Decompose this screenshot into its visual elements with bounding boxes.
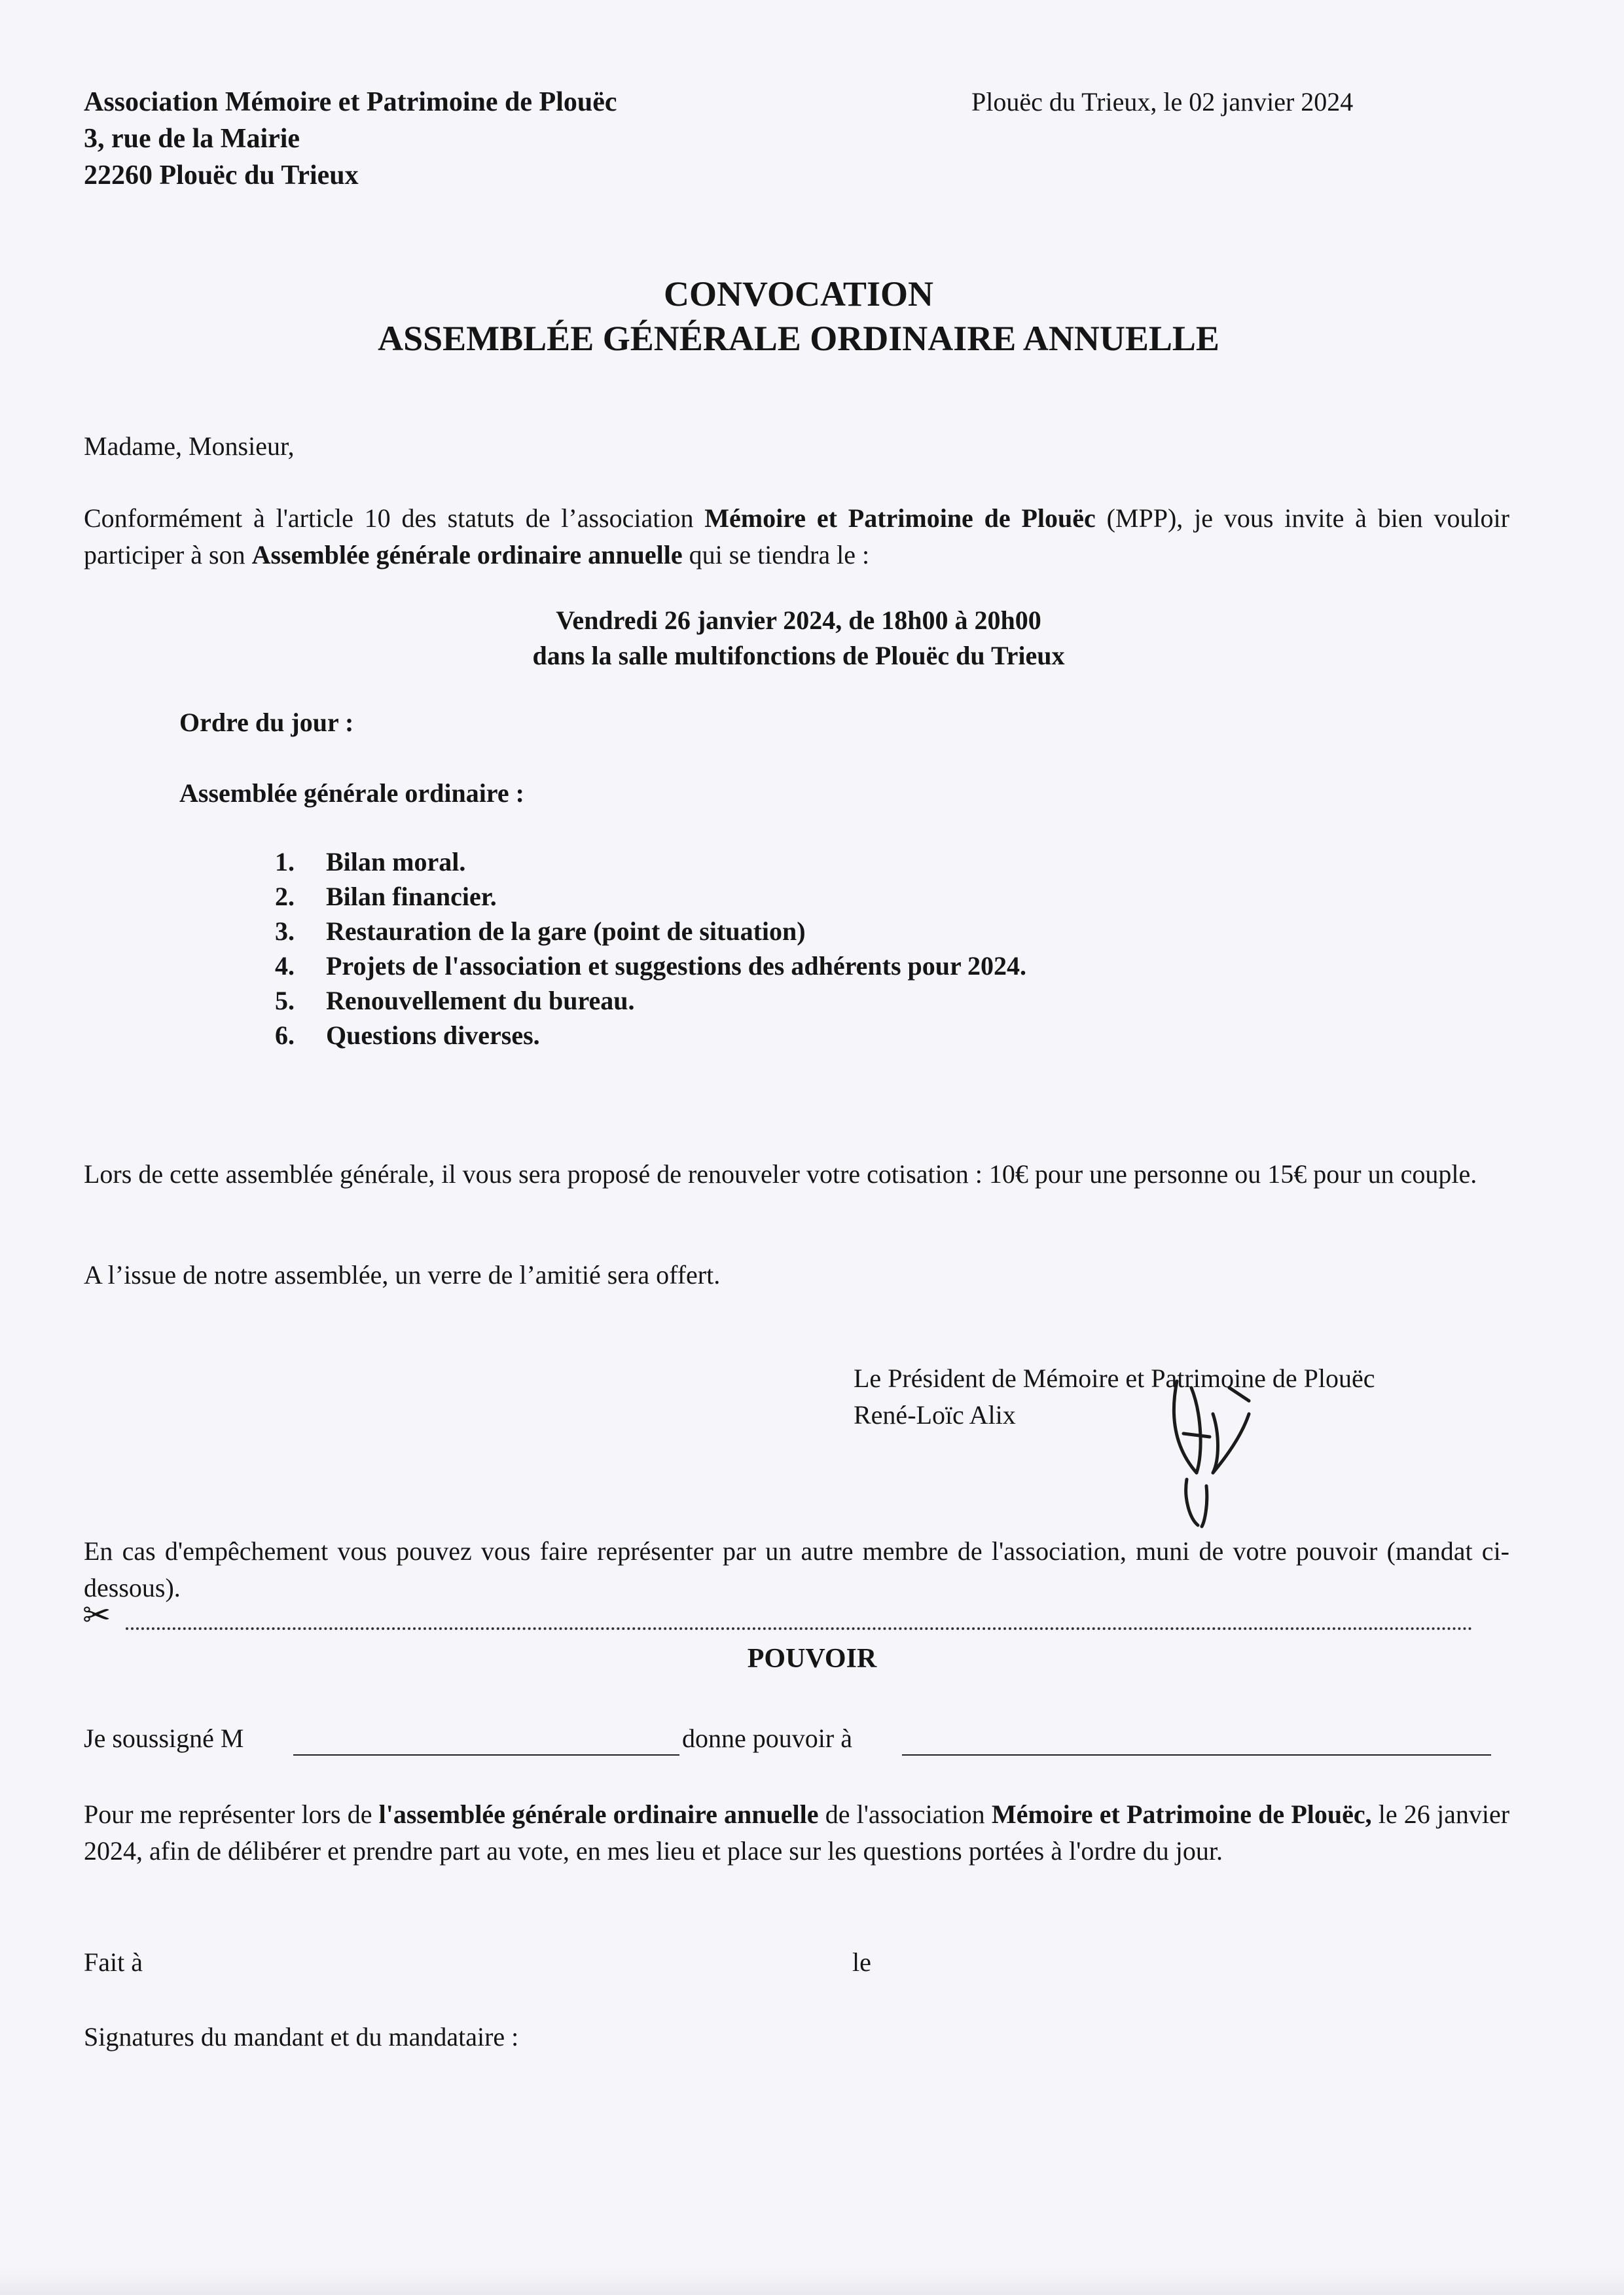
agenda-item — [262, 844, 1026, 879]
scissors-icon: ✂ — [82, 1596, 111, 1635]
sender-address-line2: 22260 Plouëc du Trieux — [84, 160, 359, 190]
agenda-item — [262, 914, 1026, 949]
place-date: Plouëc du Trieux, le 02 janvier 2024 — [971, 87, 1354, 117]
signatory-title: Le Président de Mémoire et Patrimoine de Plouëc — [854, 1364, 1375, 1393]
soussigne-name-field[interactable] — [293, 1754, 679, 1756]
meeting-location: dans la salle multifonctions de Plouëc du Trieux — [532, 641, 1065, 670]
agenda-item-text: Renouvellement du bureau. — [326, 986, 635, 1015]
agenda-item-number: 5. — [275, 986, 295, 1015]
agenda-item — [262, 949, 1026, 983]
signatures-label: Signatures du mandant et du mandataire : — [84, 2022, 519, 2051]
document-subtitle: ASSEMBLÉE GÉNÉRALE ORDINAIRE ANNUELLE — [378, 319, 1219, 358]
agenda-item-text: Restauration de la gare (point de situation) — [326, 916, 806, 946]
pouvoir-body-text-2: de l'association — [818, 1799, 992, 1829]
pouvoir-body — [84, 1796, 1509, 1870]
intro-text-2: (MPP), je vous invite à bien vouloir participer à son — [84, 503, 1509, 569]
sender-block — [84, 84, 617, 194]
closing-paragraph: A l’issue de notre assemblée, un verre de l’amitié sera offert. — [84, 1260, 721, 1290]
sender-name: Association Mémoire et Patrimoine de Plouëc — [84, 87, 617, 117]
intro-paragraph — [84, 500, 1509, 573]
agenda-item-text: Bilan moral. — [326, 847, 466, 876]
meeting-date: Vendredi 26 janvier 2024, de 18h00 à 20h00 — [556, 605, 1041, 635]
scan-edge — [0, 2270, 1624, 2295]
agenda-item-number: 6. — [275, 1021, 295, 1050]
agenda-subheading: Assemblée générale ordinaire : — [179, 778, 524, 808]
agenda-item-text: Projets de l'association et suggestions des adhérents pour 2024. — [326, 951, 1027, 981]
agenda-item-text: Bilan financier. — [326, 882, 497, 911]
agenda-item-number: 3. — [275, 916, 295, 946]
agenda-item-number: 1. — [275, 847, 295, 876]
intro-text-3: qui se tiendra le : — [682, 540, 870, 569]
agenda-item-number: 4. — [275, 951, 295, 981]
agenda-item-text: Questions diverses. — [326, 1021, 540, 1050]
president-signature — [1157, 1375, 1262, 1532]
agenda-list — [262, 844, 1026, 1053]
fait-a-label: Fait à — [84, 1947, 143, 1977]
intro-association-name: Mémoire et Patrimoine de Plouëc — [704, 503, 1096, 533]
agenda-item — [262, 879, 1026, 914]
pouvoir-association-name: Mémoire et Patrimoine de Plouëc, — [991, 1799, 1372, 1829]
proxy-notice: En cas d'empêchement vous pouvez vous faire représenter par un autre membre de l'association, muni de votre pouvoir (mandat ci-dessous). — [84, 1536, 1509, 1602]
mandataire-name-field[interactable] — [902, 1754, 1491, 1756]
pouvoir-body-text-3: le 26 janvier 2024, afin de délibérer et prendre part au vote, en mes lieu et place sur les questions portées à l'ordre du jour. — [84, 1799, 1510, 1866]
pouvoir-meeting-name: l'assemblée générale ordinaire annuelle — [378, 1799, 819, 1829]
intro-meeting-name: Assemblée générale ordinaire annuelle — [251, 540, 683, 569]
soussigne-label: Je soussigné M — [84, 1724, 244, 1753]
pouvoir-title: POUVOIR — [747, 1644, 877, 1674]
agenda-heading: Ordre du jour : — [179, 708, 354, 737]
donne-pouvoir-label: donne pouvoir à — [682, 1724, 852, 1753]
agenda-item-number: 2. — [275, 882, 295, 911]
cut-line — [126, 1627, 1473, 1630]
salutation: Madame, Monsieur, — [84, 431, 295, 461]
agenda-item — [262, 1018, 1026, 1053]
intro-text-1: Conformément à l'article 10 des statuts de l’association — [84, 503, 705, 533]
signatory-name: René-Loïc Alix — [854, 1400, 1016, 1430]
le-label: le — [852, 1947, 871, 1977]
sender-address-line1: 3, rue de la Mairie — [84, 124, 300, 154]
pouvoir-body-text-1: Pour me représenter lors de — [84, 1799, 379, 1829]
agenda-item — [262, 983, 1026, 1018]
cotisation-paragraph: Lors de cette assemblée générale, il vous sera proposé de renouveler votre cotisation : 10€ pour une personne ou 15€ pour un couple. — [84, 1159, 1477, 1189]
document-title: CONVOCATION — [664, 274, 933, 314]
